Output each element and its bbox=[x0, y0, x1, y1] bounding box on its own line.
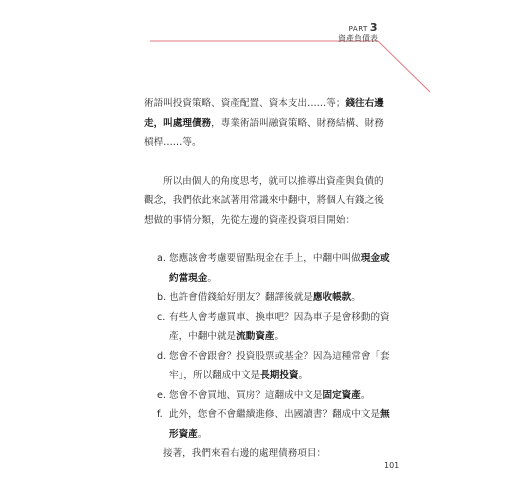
list-label-e: e. bbox=[157, 389, 166, 401]
list-bold-c: 流動資產 bbox=[236, 331, 275, 342]
paragraph-3-text: 接著，我們來看右邊的處理債務項目： bbox=[163, 448, 327, 459]
part-label bbox=[338, 22, 378, 34]
asset-list bbox=[144, 249, 392, 444]
list-bold-b: 應收帳款 bbox=[312, 292, 352, 303]
list-bold-a: 現金或約當現金 bbox=[169, 253, 390, 284]
list-text-e-1: 您會不會買地、買房？這翻成中文是 bbox=[169, 389, 323, 401]
list-body-d bbox=[169, 347, 392, 386]
list-text-f-1: 此外，您會不會繼續進修、出國讀書？翻成中文是 bbox=[169, 409, 381, 420]
list-bold-f: 無形資產 bbox=[169, 409, 390, 440]
list-text-e-2: 。 bbox=[360, 389, 371, 401]
list-label-d: d. bbox=[157, 350, 167, 362]
list-text-a-1: 您應該會考慮要留點現金在手上，中翻中叫做 bbox=[169, 253, 361, 264]
list-text-f-2: 。 bbox=[197, 428, 208, 440]
list-bold-d: 長期投資 bbox=[260, 370, 299, 381]
list-text-b-2: 。 bbox=[351, 292, 361, 303]
running-header bbox=[338, 22, 378, 44]
list-label-f: f. bbox=[157, 409, 163, 420]
list-item-e bbox=[144, 386, 392, 406]
paragraph-1 bbox=[144, 94, 392, 153]
paragraph-1-bold-1: 錢往右邊走，叫處理債務 bbox=[144, 98, 384, 129]
list-text-c-1: 有些人會考慮買車、換車吧？因為車子是會移動的資產，中翻中就是 bbox=[169, 311, 390, 342]
section-title: 資產負債表 bbox=[338, 34, 378, 44]
list-bold-e: 固定資產 bbox=[322, 389, 361, 401]
list-body-c bbox=[169, 308, 392, 347]
paragraph-2 bbox=[144, 172, 392, 231]
list-label-a: a. bbox=[157, 253, 166, 264]
list-body-f bbox=[169, 405, 392, 444]
paragraph-3 bbox=[144, 444, 392, 464]
part-number: 3 bbox=[369, 21, 378, 34]
list-item-d bbox=[144, 347, 392, 386]
list-label-b: b. bbox=[157, 292, 167, 303]
list-body-a bbox=[169, 249, 392, 288]
list-body-b bbox=[169, 288, 392, 308]
list-item-c bbox=[144, 308, 392, 347]
list-item-a bbox=[144, 249, 392, 288]
paragraph-1-text-2: ，專業術語叫融資策略、財務結構、財務槓桿……等。 bbox=[144, 117, 384, 148]
list-item-f bbox=[144, 405, 392, 444]
list-body-e bbox=[169, 386, 392, 406]
list-text-b-1: 也許會借錢給好朋友？翻譯後就是 bbox=[169, 292, 313, 303]
list-text-d-2: 。 bbox=[298, 370, 309, 381]
header-rule-diagonal bbox=[378, 41, 430, 92]
list-text-c-2: 。 bbox=[274, 331, 285, 342]
list-text-d-1: 您會不會跟會？投資股票或基金？因為這種常會「套牢」，所以翻成中文是 bbox=[169, 350, 390, 381]
paragraph-2-text: 所以由個人的角度思考，就可以推導出資產與負債的觀念，我們依此來試著用常識來中翻中，將個人有錢之後想做的事情分類，先從左邊的資產投資項目開始： bbox=[144, 175, 384, 226]
page-number: 101 bbox=[384, 461, 400, 470]
list-text-a-2: 。 bbox=[207, 272, 217, 284]
body-text bbox=[144, 94, 392, 464]
paragraph-1-text-1: 術語叫投資策略、資產配置、資本支出……等； bbox=[144, 98, 346, 109]
part-label-text: PART bbox=[348, 25, 368, 33]
list-label-c: c. bbox=[157, 311, 166, 323]
list-item-b bbox=[144, 288, 392, 308]
